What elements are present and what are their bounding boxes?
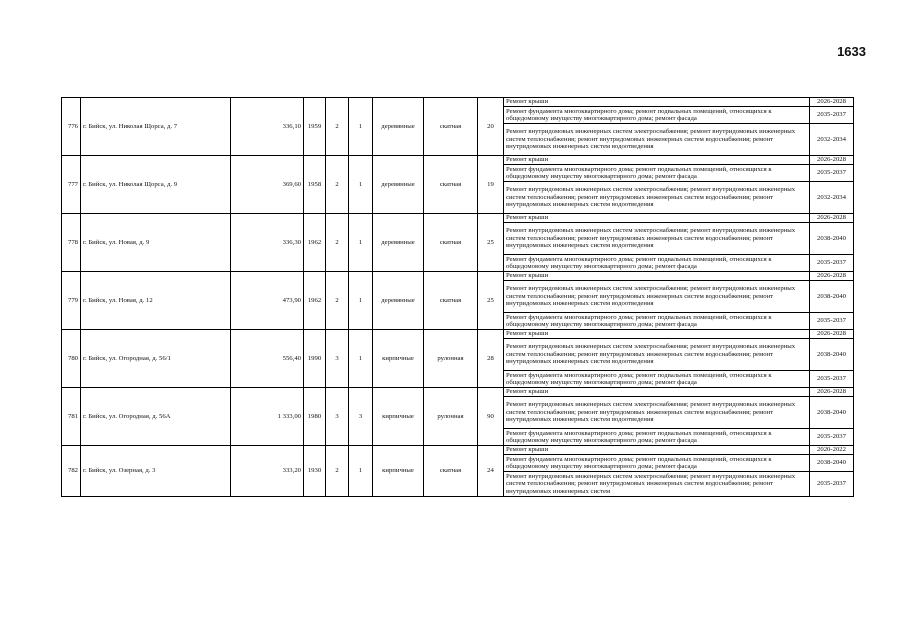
area-cell: 556,40 [231,330,304,388]
year-cell: 1930 [304,446,326,497]
work-type-cell: Ремонт фундамента многоквартирного дома; ремонт подвальных помещений, относящихся к общедомовому имуществу многоквартирного дома; ремонт фасада [504,371,810,388]
floors-cell: 2 [326,214,349,272]
floors-cell: 2 [326,98,349,156]
work-period-cell: 2035-2037 [810,371,854,388]
work-type-cell: Ремонт фундамента многоквартирного дома; ремонт подвальных помещений, относящихся к общедомовому имуществу многоквартирного дома; ремонт фасада [504,313,810,330]
work-period-cell: 2038-2040 [810,281,854,313]
work-type-cell: Ремонт внутридомовых инженерных систем электроснабжения; ремонт внутридомовых инженерных систем теплоснабжения; ремонт внутридомовых инженерных систем водоснабжения; ремонт внутридомовых инженерных систем водоотведения [504,124,810,156]
year-cell: 1962 [304,214,326,272]
work-type-cell: Ремонт внутридомовых инженерных систем электроснабжения; ремонт внутридомовых инженерных систем теплоснабжения; ремонт внутридомовых инженерных систем водоснабжения; ремонт внутридомовых инженерных систем [504,472,810,497]
entrances-cell: 1 [349,98,373,156]
floors-cell: 3 [326,330,349,388]
wall-material-cell: деревянные [373,98,424,156]
flats-count-cell: 24 [478,446,504,497]
entrances-cell: 1 [349,272,373,330]
work-period-cell: 2020-2022 [810,446,854,455]
work-type-cell: Ремонт внутридомовых инженерных систем электроснабжения; ремонт внутридомовых инженерных систем теплоснабжения; ремонт внутридомовых инженерных систем водоснабжения; ремонт внутридомовых инженерных систем водоотведения [504,281,810,313]
flats-count-cell: 90 [478,388,504,446]
work-period-cell: 2026-2028 [810,98,854,107]
work-type-cell: Ремонт фундамента многоквартирного дома; ремонт подвальных помещений, относящихся к общедомовому имуществу многоквартирного дома; ремонт фасада [504,165,810,182]
work-period-cell: 2035-2037 [810,165,854,182]
work-period-cell: 2038-2040 [810,339,854,371]
year-cell: 1959 [304,98,326,156]
area-cell: 333,20 [231,446,304,497]
entrances-cell: 1 [349,446,373,497]
house-number-cell: 780 [62,330,81,388]
page-number: 1633 [837,44,866,59]
flats-count-cell: 25 [478,272,504,330]
work-type-cell: Ремонт фундамента многоквартирного дома; ремонт подвальных помещений, относящихся к общедомовому имуществу многоквартирного дома; ремонт фасада [504,429,810,446]
work-type-cell: Ремонт крыши [504,272,810,281]
area-cell: 1 333,00 [231,388,304,446]
year-cell: 1958 [304,156,326,214]
table-row [62,330,854,339]
roof-type-cell: рулонная [424,388,478,446]
address-cell: г. Бийск, ул. Огородная, д. 56А [81,388,231,446]
roof-type-cell: рулонная [424,330,478,388]
work-type-cell: Ремонт внутридомовых инженерных систем электроснабжения; ремонт внутридомовых инженерных систем теплоснабжения; ремонт внутридомовых инженерных систем водоснабжения; ремонт внутридомовых инженерных систем водоотведения [504,223,810,255]
work-type-cell: Ремонт крыши [504,330,810,339]
work-period-cell: 2035-2037 [810,472,854,497]
address-cell: г. Бийск, ул. Огородная, д. 56/1 [81,330,231,388]
work-period-cell: 2038-2040 [810,455,854,472]
year-cell: 1990 [304,330,326,388]
wall-material-cell: кирпичные [373,330,424,388]
floors-cell: 2 [326,156,349,214]
flats-count-cell: 25 [478,214,504,272]
flats-count-cell: 28 [478,330,504,388]
wall-material-cell: деревянные [373,272,424,330]
address-cell: г. Бийск, ул. Озерная, д. 3 [81,446,231,497]
floors-cell: 3 [326,388,349,446]
table-row [62,446,854,455]
work-period-cell: 2032-2034 [810,124,854,156]
roof-type-cell: скатная [424,156,478,214]
address-cell: г. Бийск, ул. Новая, д. 12 [81,272,231,330]
work-type-cell: Ремонт фундамента многоквартирного дома; ремонт подвальных помещений, относящихся к общедомовому имуществу многоквартирного дома; ремонт фасада [504,107,810,124]
work-period-cell: 2035-2037 [810,255,854,272]
entrances-cell: 1 [349,330,373,388]
work-type-cell: Ремонт фундамента многоквартирного дома; ремонт подвальных помещений, относящихся к общедомовому имуществу многоквартирного дома; ремонт фасада [504,455,810,472]
work-period-cell: 2026-2028 [810,330,854,339]
work-period-cell: 2026-2028 [810,156,854,165]
work-period-cell: 2038-2040 [810,223,854,255]
flats-count-cell: 20 [478,98,504,156]
work-type-cell: Ремонт внутридомовых инженерных систем электроснабжения; ремонт внутридомовых инженерных систем теплоснабжения; ремонт внутридомовых инженерных систем водоснабжения; ремонт внутридомовых инженерных систем водоотведения [504,339,810,371]
work-type-cell: Ремонт крыши [504,156,810,165]
house-number-cell: 781 [62,388,81,446]
area-cell: 369,60 [231,156,304,214]
roof-type-cell: скатная [424,446,478,497]
entrances-cell: 3 [349,388,373,446]
flats-count-cell: 19 [478,156,504,214]
wall-material-cell: кирпичные [373,446,424,497]
work-type-cell: Ремонт крыши [504,388,810,397]
year-cell: 1980 [304,388,326,446]
work-period-cell: 2026-2028 [810,388,854,397]
table-row [62,98,854,107]
work-period-cell: 2038-2040 [810,397,854,429]
house-number-cell: 778 [62,214,81,272]
entrances-cell: 1 [349,214,373,272]
house-number-cell: 779 [62,272,81,330]
house-number-cell: 777 [62,156,81,214]
work-period-cell: 2035-2037 [810,107,854,124]
work-period-cell: 2035-2037 [810,313,854,330]
wall-material-cell: кирпичные [373,388,424,446]
table-row [62,156,854,165]
wall-material-cell: деревянные [373,156,424,214]
roof-type-cell: скатная [424,98,478,156]
work-type-cell: Ремонт крыши [504,446,810,455]
work-type-cell: Ремонт фундамента многоквартирного дома; ремонт подвальных помещений, относящихся к общедомовому имуществу многоквартирного дома; ремонт фасада [504,255,810,272]
wall-material-cell: деревянные [373,214,424,272]
work-period-cell: 2035-2037 [810,429,854,446]
area-cell: 336,30 [231,214,304,272]
work-type-cell: Ремонт внутридомовых инженерных систем электроснабжения; ремонт внутридомовых инженерных систем теплоснабжения; ремонт внутридомовых инженерных систем водоснабжения; ремонт внутридомовых инженерных систем водоотведения [504,182,810,214]
work-period-cell: 2032-2034 [810,182,854,214]
area-cell: 473,90 [231,272,304,330]
table-row [62,214,854,223]
roof-type-cell: скатная [424,214,478,272]
address-cell: г. Бийск, ул. Николая Щорса, д. 9 [81,156,231,214]
floors-cell: 2 [326,446,349,497]
work-period-cell: 2026-2028 [810,214,854,223]
table-row [62,272,854,281]
work-period-cell: 2026-2028 [810,272,854,281]
capital-repair-table [61,97,854,497]
house-number-cell: 776 [62,98,81,156]
table-row [62,388,854,397]
work-type-cell: Ремонт крыши [504,98,810,107]
entrances-cell: 1 [349,156,373,214]
house-number-cell: 782 [62,446,81,497]
work-type-cell: Ремонт крыши [504,214,810,223]
year-cell: 1962 [304,272,326,330]
area-cell: 336,10 [231,98,304,156]
roof-type-cell: скатная [424,272,478,330]
floors-cell: 2 [326,272,349,330]
address-cell: г. Бийск, ул. Новая, д. 9 [81,214,231,272]
address-cell: г. Бийск, ул. Николая Щорса, д. 7 [81,98,231,156]
work-type-cell: Ремонт внутридомовых инженерных систем электроснабжения; ремонт внутридомовых инженерных систем теплоснабжения; ремонт внутридомовых инженерных систем водоснабжения; ремонт внутридомовых инженерных систем водоотведения [504,397,810,429]
